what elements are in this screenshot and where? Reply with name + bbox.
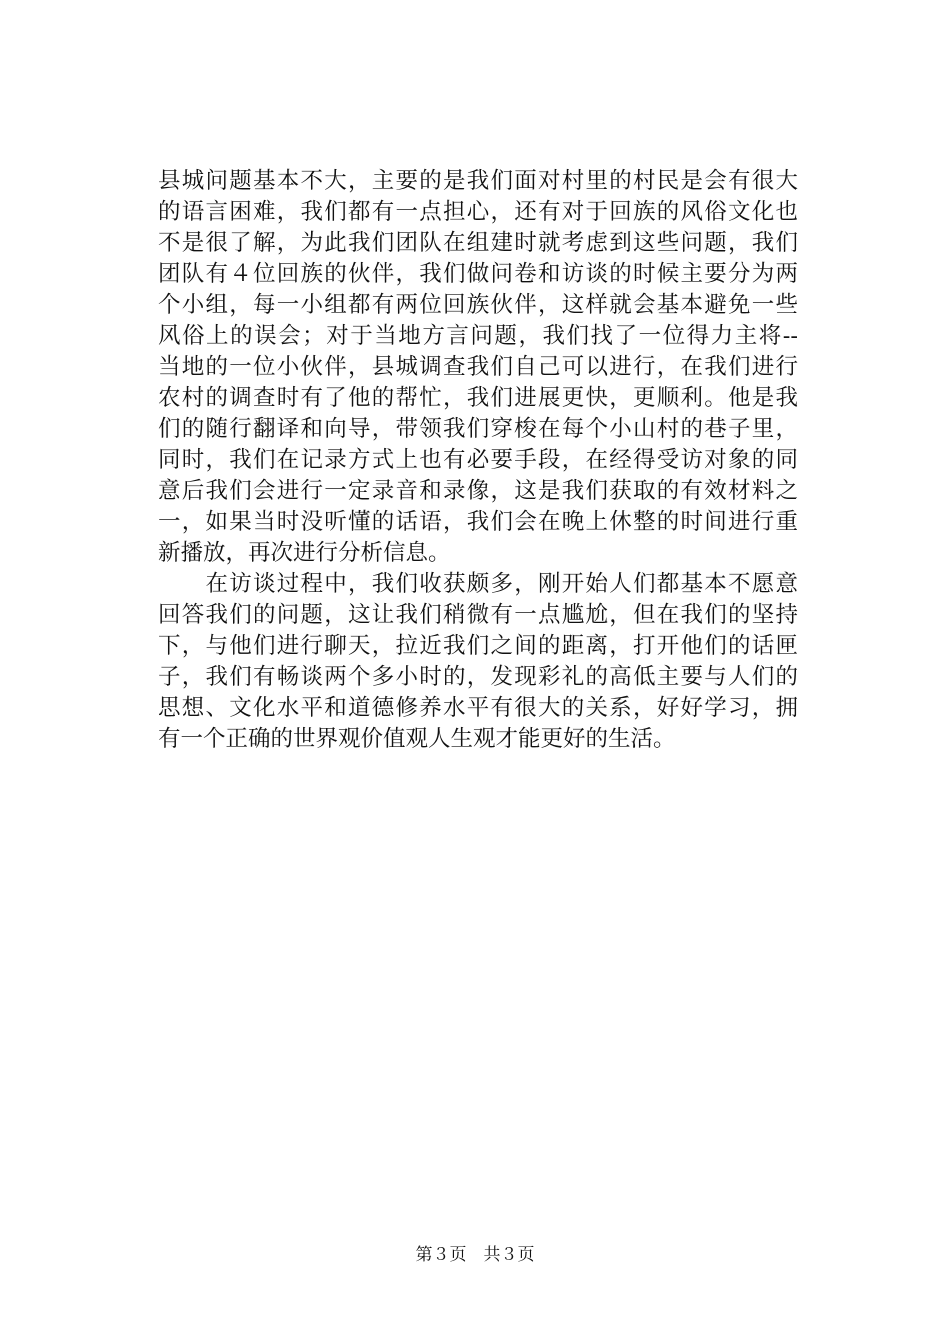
- paragraph-line: 们的随行翻译和向导，带领我们穿梭在每个小山村的巷子里，: [158, 416, 798, 442]
- paragraph-line: 下，与他们进行聊天，拉近我们之间的距离，打开他们的话匣: [158, 633, 798, 659]
- document-body: [158, 166, 798, 755]
- page-number-footer: 第３页 共３页: [415, 1245, 535, 1265]
- paragraph-line: 同时，我们在记录方式上也有必要手段，在经得受访对象的同: [158, 447, 798, 473]
- paragraph-line: 在访谈过程中，我们收获颇多，刚开始人们都基本不愿意: [158, 571, 798, 597]
- paragraph-line: 团队有４位回族的伙伴，我们做问卷和访谈的时候主要分为两: [158, 261, 798, 287]
- paragraph-line: 不是很了解，为此我们团队在组建时就考虑到这些问题，我们: [158, 230, 798, 256]
- paragraph-line: 回答我们的问题，这让我们稍微有一点尴尬，但在我们的坚持: [158, 602, 798, 628]
- paragraph-line: 当地的一位小伙伴，县城调查我们自己可以进行，在我们进行: [158, 354, 798, 380]
- paragraph-line: 意后我们会进行一定录音和录像，这是我们获取的有效材料之: [158, 478, 798, 504]
- paragraph-line: 个小组，每一小组都有两位回族伙伴，这样就会基本避免一些: [158, 292, 798, 318]
- paragraph-line: 的语言困难，我们都有一点担心，还有对于回族的风俗文化也: [158, 199, 798, 225]
- paragraph-line: 思想、文化水平和道德修养水平有很大的关系，好好学习，拥: [158, 695, 798, 721]
- paragraph-line: 新播放，再次进行分析信息。: [158, 540, 451, 566]
- paragraph-line: 农村的调查时有了他的帮忙，我们进展更快，更顺利。他是我: [158, 385, 798, 411]
- paragraph-line: 子，我们有畅谈两个多小时的，发现彩礼的高低主要与人们的: [158, 664, 798, 690]
- paragraph-line: 风俗上的误会；对于当地方言问题，我们找了一位得力主将--: [158, 323, 798, 349]
- paragraph-line: 一，如果当时没听懂的话语，我们会在晚上休整的时间进行重: [158, 509, 798, 535]
- paragraph-line: 有一个正确的世界观价值观人生观才能更好的生活。: [158, 726, 676, 752]
- paragraph-line: 县城问题基本不大，主要的是我们面对村里的村民是会有很大: [158, 168, 798, 194]
